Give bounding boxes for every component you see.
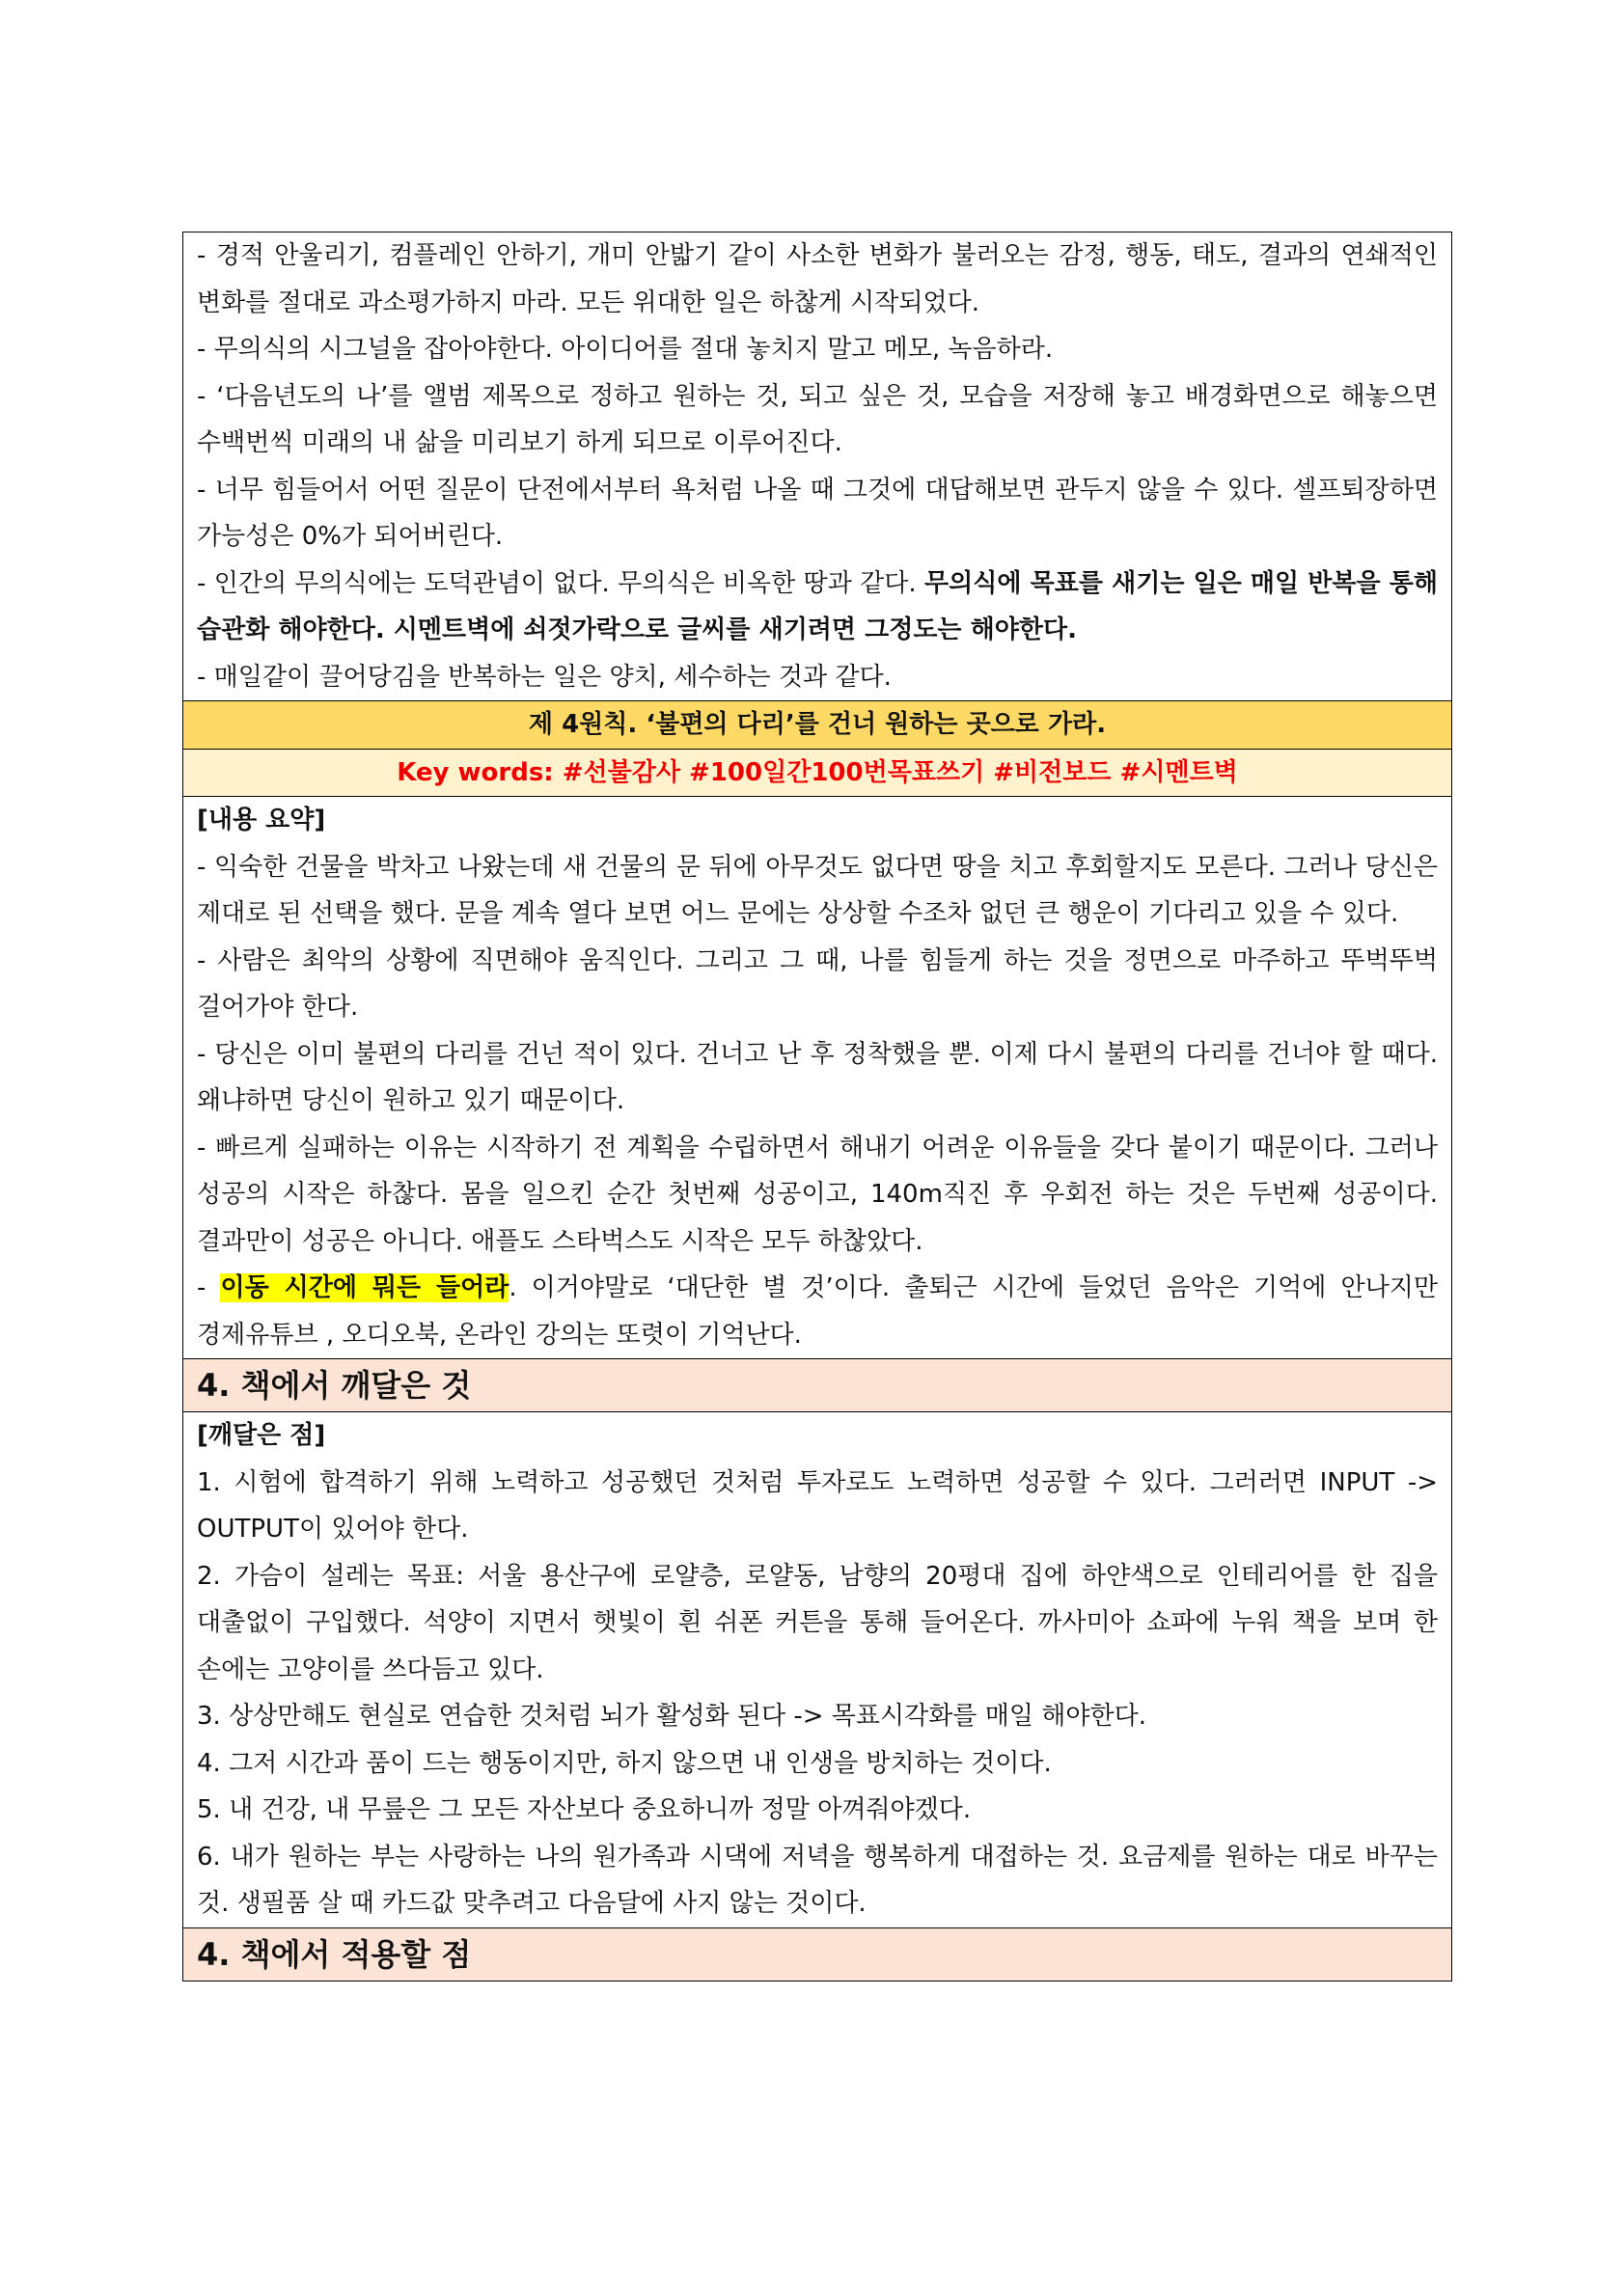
realize-item: 5. 내 건강, 내 무릎은 그 모든 자산보다 중요하니까 정말 아껴줘야겠다. [197, 1795, 972, 1824]
note-line: - 경적 안울리기, 컴플레인 안하기, 개미 안밟기 같이 사소한 변화가 불러오는 감정, 행동, 태도, 결과의 연쇄적인 변화를 절대로 과소평가하지 마라. 모든 위대한 일은 하찮게 시작되었다. [197, 241, 1438, 317]
summary-prefix: - [197, 1273, 221, 1302]
section-title-apply: 4. 책에서 적용할 점 [183, 1927, 1452, 1981]
realize-item: 1. 시험에 합격하기 위해 노력하고 성공했던 것처럼 투자로도 노력하면 성공할 수 있다. 그러러면 INPUT -> OUTPUT이 있어야 한다. [197, 1467, 1438, 1544]
note-line: - ‘다음년도의 나’를 앨범 제목으로 정하고 원하는 것, 되고 싶은 것, 모습을 저장해 놓고 배경화면으로 해놓으면 수백번씩 미래의 내 삶을 미리보기 하게 되므로 이루어진다. [197, 381, 1438, 457]
realize-item: 3. 상상만해도 현실로 연습한 것처럼 뇌가 활성화 된다 -> 목표시각화를 매일 해야한다. [197, 1702, 1146, 1731]
section-title-realize: 4. 책에서 깨달은 것 [183, 1359, 1452, 1412]
highlighted-text: 이동 시간에 뭐든 들어라 [220, 1273, 509, 1302]
notes-cell [183, 232, 1452, 701]
summary-line [197, 1265, 1438, 1358]
summary-line: - 사람은 최악의 상황에 직면해야 움직인다. 그리고 그 때, 나를 힘들게 하는 것을 정면으로 마주하고 뚜벅뚜벅 걸어가야 한다. [197, 945, 1438, 1022]
note-line: - 너무 힘들어서 어떤 질문이 단전에서부터 욕처럼 나올 때 그것에 대답해보면 관두지 않을 수 있다. 셀프퇴장하면 가능성은 0%가 되어버린다. [197, 475, 1438, 551]
realize-item: 4. 그저 시간과 품이 드는 행동이지만, 하지 않으면 내 인생을 방치하는 것이다. [197, 1748, 1052, 1778]
keywords-row: Key words: #선불감사 #100일간100번목표쓰기 #비전보드 #시멘트벽 [183, 749, 1452, 797]
note-line: - 무의식의 시그널을 잡아야한다. 아이디어를 절대 놓치지 말고 메모, 녹음하라. [197, 335, 1054, 364]
document-table [182, 232, 1452, 1982]
note-line: - 매일같이 끌어당김을 반복하는 일은 양치, 세수하는 것과 같다. [197, 662, 892, 692]
realize-cell [183, 1412, 1452, 1928]
summary-rest: . 이거야말로 ‘대단한 별 것’이다. 출퇴근 시간에 들었던 음악은 기억에 안나지만 경제유튜브 , 오디오북, 온라인 강의는 또렷이 기억난다. [197, 1273, 1438, 1350]
realize-item: 2. 가슴이 설레는 목표: 서울 용산구에 로얄층, 로얄동, 남향의 20평대 집에 하얀색으로 인테리어를 한 집을 대출없이 구입했다. 석양이 지면서 햇빛이 흰 쉬폰 커튼을 통해 들어온다. 까사미아 쇼파에 누워 책을 보며 한 손에는 고양이를 쓰다듬고 있다. [197, 1561, 1438, 1684]
realize-item: 6. 내가 원하는 부는 사랑하는 나의 원가족과 시댁에 저녁을 행복하게 대접하는 것. 요금제를 원하는 대로 바꾸는 것. 생필품 살 때 카드값 맞추려고 다음달에 사지 않는 것이다. [197, 1842, 1438, 1918]
summary-heading: [내용 요약] [197, 806, 326, 834]
note-line [197, 560, 1438, 654]
note-text: - 인간의 무의식에는 도덕관념이 없다. 무의식은 비옥한 땅과 같다. [197, 568, 925, 598]
summary-cell [183, 797, 1452, 1359]
summary-line: - 빠르게 실패하는 이유는 시작하기 전 계획을 수립하면서 해내기 어려운 이유들을 갖다 붙이기 때문이다. 그러나 성공의 시작은 하찮다. 몸을 일으킨 순간 첫번째 성공이고, 140m직진 후 우회전 하는 것은 두번째 성공이다. 결과만이 성공은 아니다. 애플도 스타벅스도 시작은 모두 하찮았다. [197, 1133, 1438, 1256]
note-bold-text: 무의식에 목표를 새기는 일은 매일 반복을 통해 습관화 해야한다. 시멘트벽에 쇠젓가락으로 글씨를 새기려면 그정도는 해야한다. [197, 568, 1438, 644]
principle-title: 제 4원칙. ‘불편의 다리’를 건너 원하는 곳으로 가라. [183, 701, 1452, 750]
realize-heading: [깨달은 점] [197, 1421, 326, 1450]
summary-line: - 당신은 이미 불편의 다리를 건넌 적이 있다. 건너고 난 후 정착했을 뿐. 이제 다시 불편의 다리를 건너야 할 때다. 왜냐하면 당신이 원하고 있기 때문이다. [197, 1039, 1438, 1115]
summary-line: - 익숙한 건물을 박차고 나왔는데 새 건물의 문 뒤에 아무것도 없다면 땅을 치고 후회할지도 모른다. 그러나 당신은 제대로 된 선택을 했다. 문을 계속 열다 보면 어느 문에는 상상할 수조차 없던 큰 행운이 기다리고 있을 수 있다. [197, 852, 1438, 928]
